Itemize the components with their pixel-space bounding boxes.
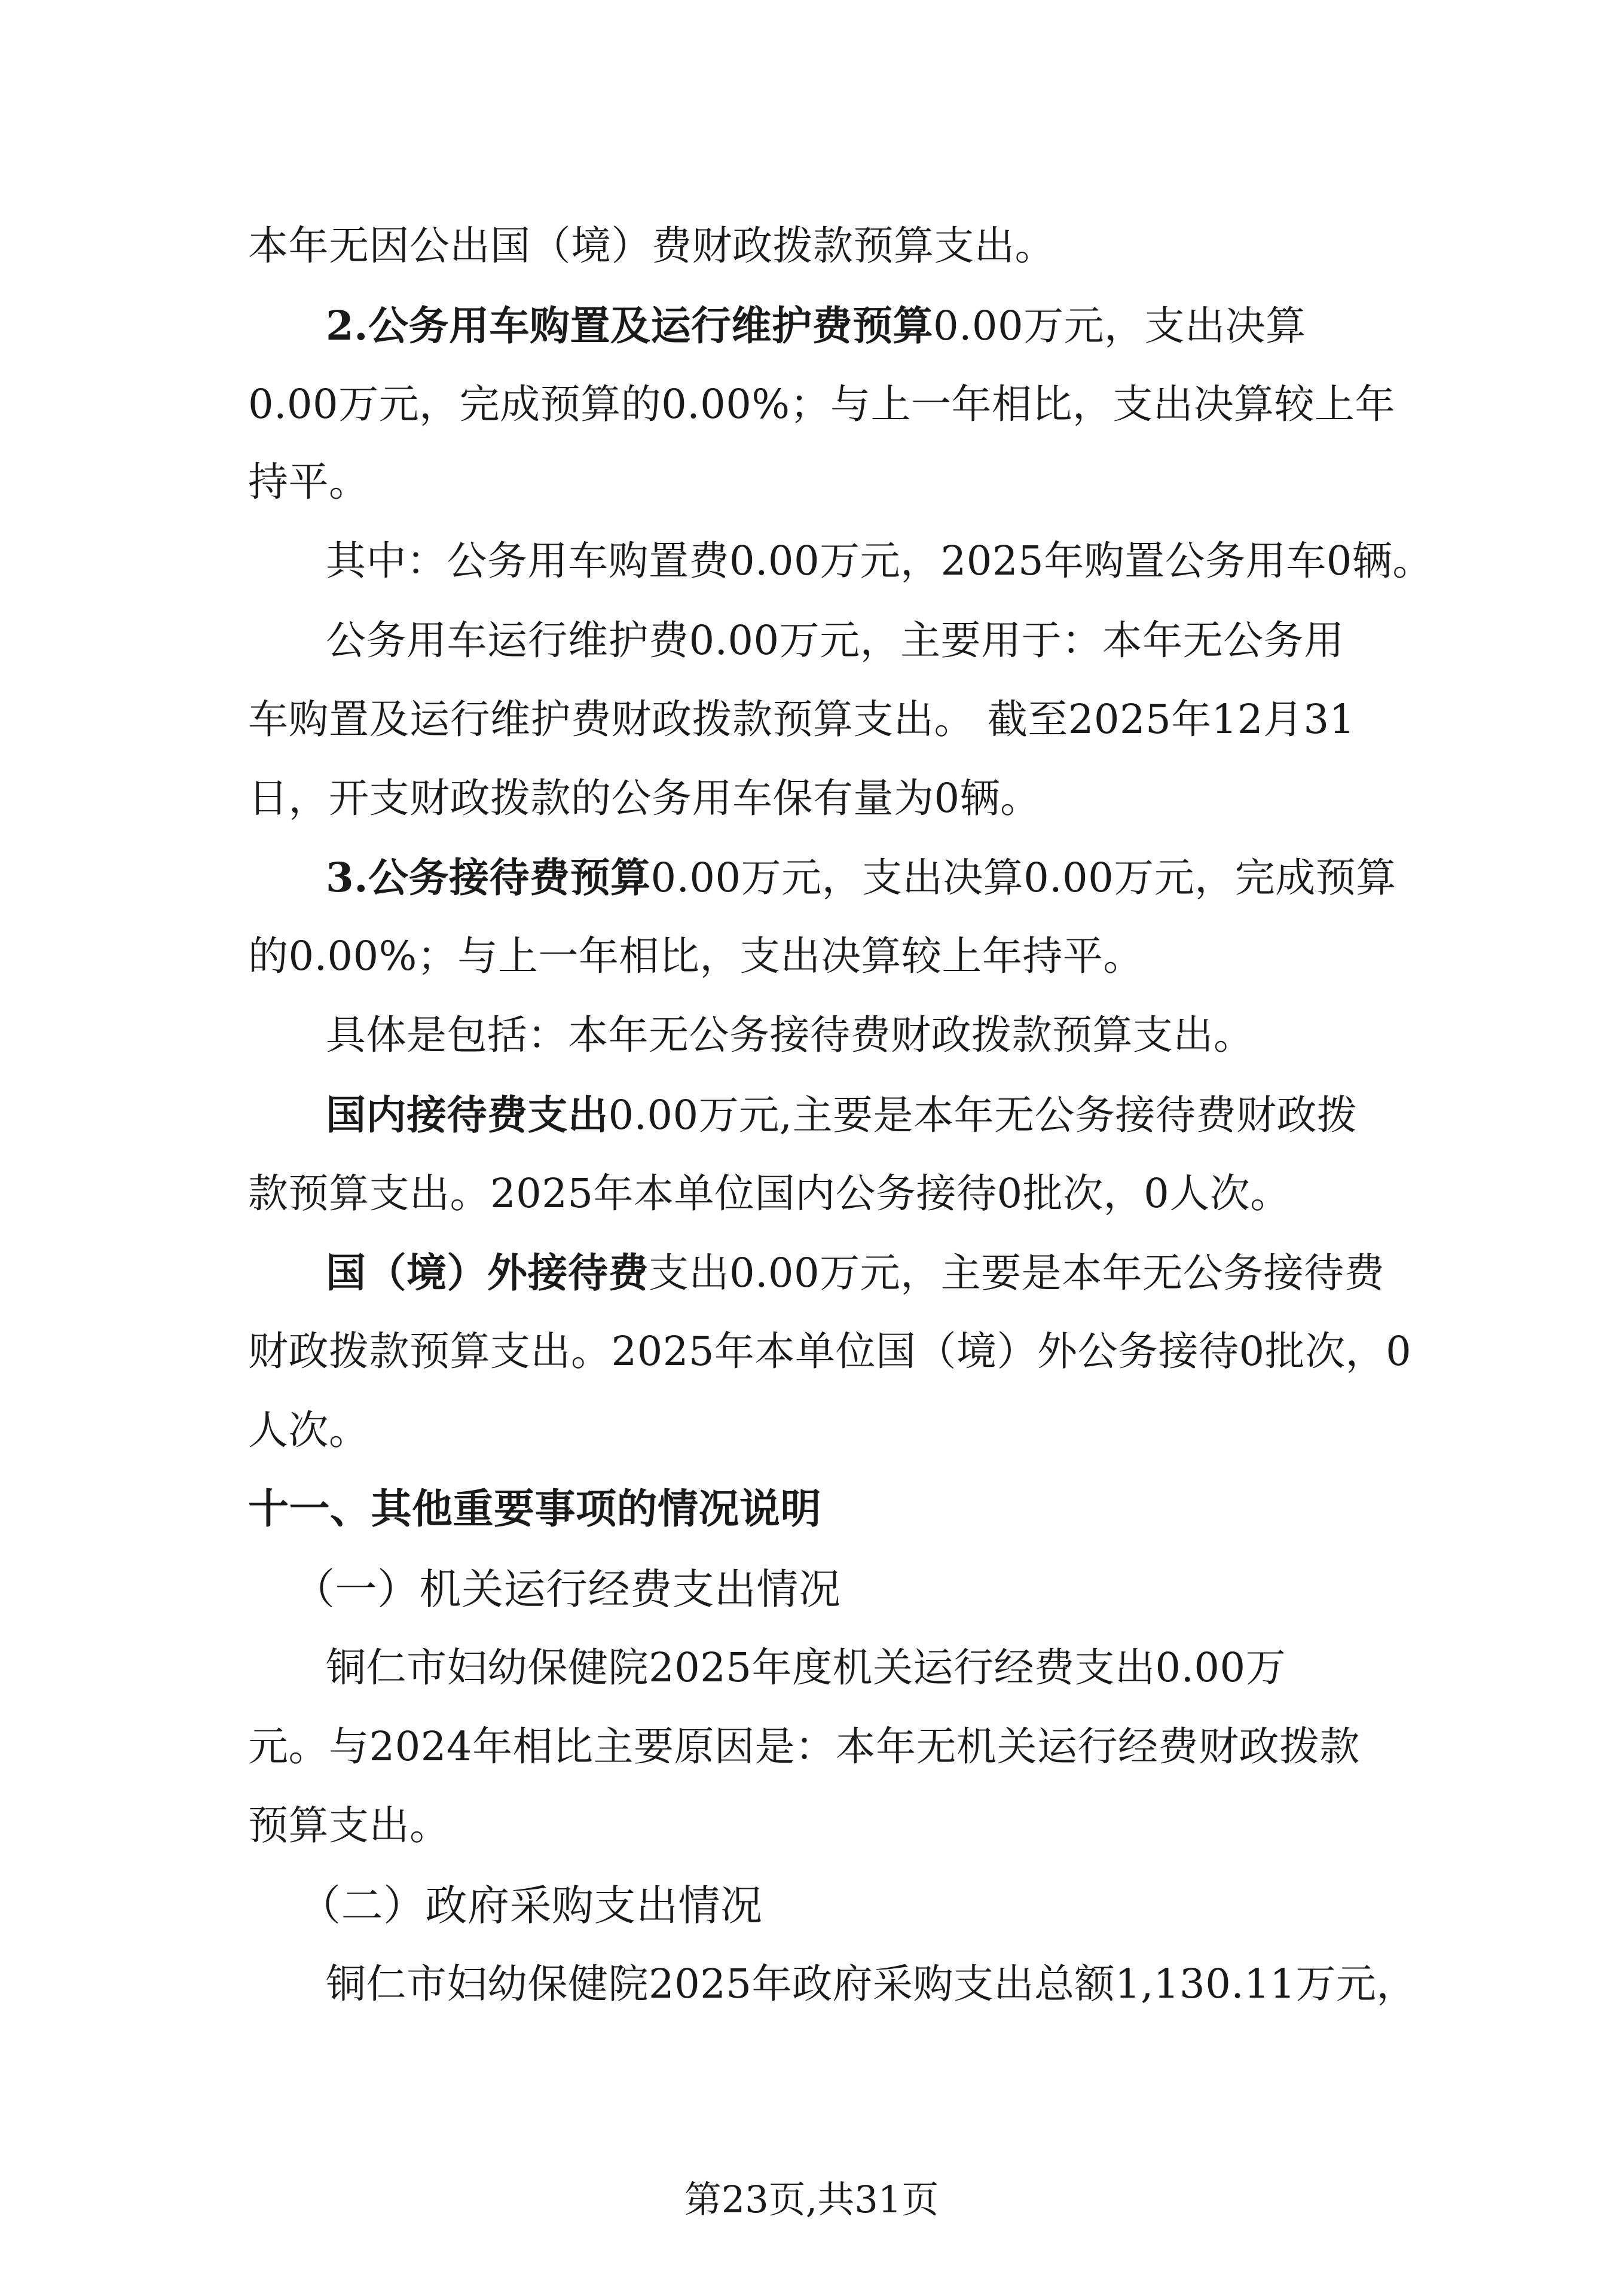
section-11-title: 十一、其他重要事项的情况说明 <box>248 1486 822 1533</box>
paragraph-foreign-line-3: 人次。 <box>248 1407 369 1454</box>
paragraph-domestic-line-2: 款预算支出。2025年本单位国内公务接待0批次，0人次。 <box>248 1170 1291 1217</box>
paragraph-operating-costs-line-3: 预算支出。 <box>248 1802 450 1849</box>
paragraph-operating-costs-line-2: 元。与2024年相比主要原因是：本年无机关运行经费财政拨款 <box>248 1723 1361 1770</box>
vehicle-budget-label: 2.公务用车购置及运行维护费预算 <box>326 302 933 349</box>
domestic-reception-label: 国内接待费支出 <box>326 1091 609 1138</box>
paragraph-abroad-tail: 本年无因公出国（境）费财政拨款预算支出。 <box>248 222 1055 269</box>
vehicle-budget-text: 0.00万元，支出决算 <box>933 303 1306 349</box>
paragraph-vehicle-maintenance-line-1: 公务用车运行维护费0.00万元，主要用于：本年无公务用 <box>326 617 1344 664</box>
paragraph-vehicle-line-3: 持平。 <box>248 459 369 505</box>
paragraph-vehicle-maintenance-line-2: 车购置及运行维护费财政拨款预算支出。 截至2025年12月31 <box>248 696 1355 743</box>
domestic-reception-text: 0.00万元,主要是本年无公务接待费财政拨 <box>608 1092 1358 1138</box>
subsection-2-title: （二）政府采购支出情况 <box>299 1881 763 1930</box>
paragraph-vehicle-line-2: 0.00万元，完成预算的0.00%；与上一年相比，支出决算较上年 <box>248 381 1396 428</box>
paragraph-reception-line-1 <box>326 854 1396 901</box>
paragraph-reception-specific: 具体是包括：本年无公务接待费财政拨款预算支出。 <box>326 1012 1254 1058</box>
paragraph-vehicle-line-1 <box>326 302 1306 349</box>
paragraph-vehicle-maintenance-line-3: 日，开支财政拨款的公务用车保有量为0辆。 <box>248 775 1041 822</box>
paragraph-foreign-line-1 <box>326 1249 1385 1296</box>
subsection-1-title: （一）机关运行经费支出情况 <box>293 1565 841 1614</box>
reception-budget-label: 3.公务接待费预算 <box>326 854 651 901</box>
foreign-reception-text: 支出0.00万元，主要是本年无公务接待费 <box>649 1250 1385 1296</box>
paragraph-reception-line-2: 的0.00%；与上一年相比，支出决算较上年持平。 <box>248 933 1144 979</box>
paragraph-vehicle-purchase: 其中：公务用车购置费0.00万元，2025年购置公务用车0辆。 <box>326 538 1433 584</box>
paragraph-foreign-line-2: 财政拨款预算支出。2025年本单位国（境）外公务接待0批次，0 <box>248 1328 1412 1375</box>
page-number-footer: 第23页,共31页 <box>684 2178 939 2221</box>
foreign-reception-label: 国（境）外接待费 <box>326 1249 649 1296</box>
paragraph-domestic-line-1 <box>326 1091 1358 1138</box>
reception-budget-text: 0.00万元，支出决算0.00万元，完成预算 <box>650 854 1396 901</box>
paragraph-operating-costs-line-1: 铜仁市妇幼保健院2025年度机关运行经费支出0.00万 <box>326 1644 1286 1691</box>
paragraph-procurement-line-1: 铜仁市妇幼保健院2025年政府采购支出总额1,130.11万元， <box>326 1961 1417 2007</box>
